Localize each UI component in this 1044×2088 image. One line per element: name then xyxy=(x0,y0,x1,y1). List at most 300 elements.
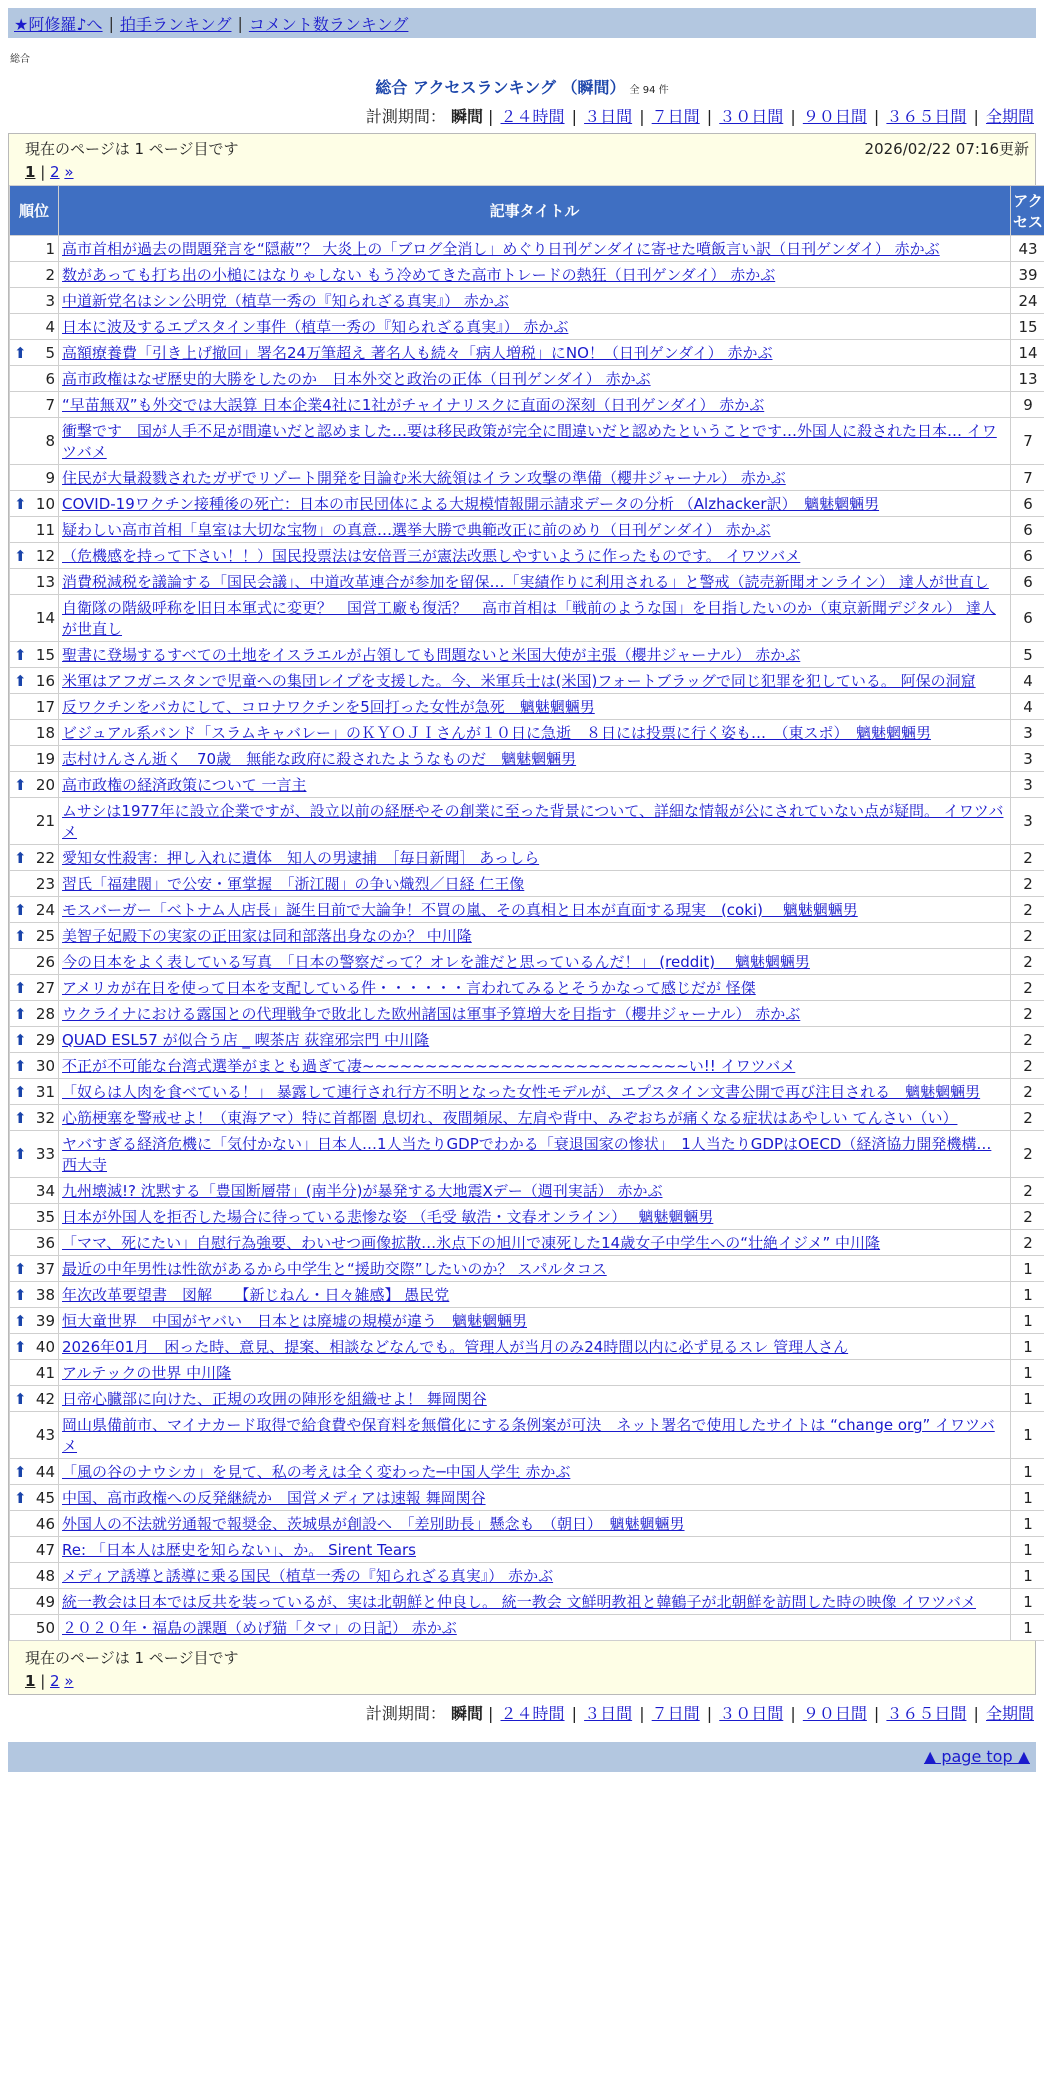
rank-cell xyxy=(10,1485,59,1511)
title-cell xyxy=(59,1308,1011,1334)
period-link[interactable]: ３０日間 xyxy=(719,107,783,126)
rank-cell xyxy=(10,392,59,418)
title-cell xyxy=(59,1178,1011,1204)
table-row xyxy=(10,949,1044,975)
table-row xyxy=(10,288,1044,314)
rank-number: 43 xyxy=(36,1426,55,1444)
article-link[interactable]: モスバーガー「ベトナム人店長」誕生目前で大論争！不買の嵐、その真相と日本が直面する現実 (coki) 魑魅魍魎男 xyxy=(62,901,858,919)
rank-number: 20 xyxy=(36,776,55,794)
access-count: 4 xyxy=(1011,694,1044,720)
access-count: 1 xyxy=(1011,1282,1044,1308)
title-cell xyxy=(59,1537,1011,1563)
table-row xyxy=(10,1053,1044,1079)
table-row xyxy=(10,1256,1044,1282)
access-count: 1 xyxy=(1011,1459,1044,1485)
rank-cell xyxy=(10,418,59,465)
article-link[interactable]: 恒大童世界 中国がヤバい 日本とは廃墟の規模が違う 魑魅魍魎男 xyxy=(62,1312,527,1330)
title-cell xyxy=(59,694,1011,720)
article-link[interactable]: 聖書に登場するすべての土地をイスラエルが占領しても問題ないと米国大使が主張（櫻井ジャーナル） 赤かぶ xyxy=(62,646,800,664)
title-cell xyxy=(59,1459,1011,1485)
article-link[interactable]: COVID-19ワクチン接種後の死亡：日本の市民団体による大規模情報開示請求データの分析 （Alzhacker訳） 魑魅魍魎男 xyxy=(62,495,879,513)
table-row xyxy=(10,1334,1044,1360)
article-link[interactable]: 疑わしい高市首相「皇室は大切な宝物」の真意…選挙大勝で典範改正に前のめり（日刊ゲンダイ） 赤かぶ xyxy=(62,521,771,539)
rank-up-icon: ⬆ xyxy=(14,646,27,664)
rank-number: 3 xyxy=(45,292,55,310)
article-link[interactable]: 美智子妃殿下の実家の正田家は同和部落出身なのか？ 中川隆 xyxy=(62,927,472,945)
article-link[interactable]: 岡山県備前市、マイナカード取得で給食費や保育料を無償化にする条例案が可決 ネット署名で使用したサイトは “change org” イワツバメ xyxy=(62,1416,995,1455)
ranking-table xyxy=(9,185,1044,1641)
rank-cell xyxy=(10,871,59,897)
period-link[interactable]: ２４時間 xyxy=(501,1704,565,1723)
rank-number: 44 xyxy=(36,1463,55,1481)
rank-up-icon: ⬆ xyxy=(14,776,27,794)
rank-cell xyxy=(10,1256,59,1282)
home-link[interactable]: ★阿修羅♪へ xyxy=(14,12,103,35)
article-link[interactable]: （危機感を持って下さい！！）国民投票法は安倍晋三が憲法改悪しやすいように作ったものです。 イワツバメ xyxy=(62,547,800,565)
title-cell xyxy=(59,595,1011,642)
period-link[interactable]: ７日間 xyxy=(652,1704,700,1723)
title-cell xyxy=(59,340,1011,366)
period-link[interactable]: ９０日間 xyxy=(803,107,867,126)
period-current: 瞬間 xyxy=(451,1704,483,1723)
nav-separator: | xyxy=(109,14,114,33)
rank-cell xyxy=(10,1511,59,1537)
table-row xyxy=(10,642,1044,668)
title-cell xyxy=(59,1230,1011,1256)
rank-number: 18 xyxy=(36,724,55,742)
rank-up-icon: ⬆ xyxy=(14,495,27,513)
access-count: 1 xyxy=(1011,1511,1044,1537)
article-link[interactable]: ２０２０年・福島の課題（めげ猫「タマ」の日記） 赤かぶ xyxy=(62,1619,457,1637)
rank-cell xyxy=(10,314,59,340)
rank-number: 39 xyxy=(36,1312,55,1330)
period-current: 瞬間 xyxy=(451,107,483,126)
category-label: 総合 xyxy=(10,50,1044,65)
rank-cell xyxy=(10,1079,59,1105)
title-cell xyxy=(59,1563,1011,1589)
rank-up-icon: ⬆ xyxy=(14,344,27,362)
article-link[interactable]: 志村けんさん逝く 70歳 無能な政府に殺されたようなものだ 魑魅魍魎男 xyxy=(62,750,576,768)
rank-number: 50 xyxy=(36,1619,55,1637)
rank-up-icon: ⬆ xyxy=(14,1057,27,1075)
table-row xyxy=(10,465,1044,491)
access-count: 13 xyxy=(1011,366,1044,392)
rank-number: 32 xyxy=(36,1109,55,1127)
rank-number: 14 xyxy=(36,609,55,627)
table-row xyxy=(10,845,1044,871)
article-link[interactable]: 「ママ、死にたい」自慰行為強要、わいせつ画像拡散…氷点下の旭川で凍死した14歳女子中学生への“壮絶イジメ” 中川隆 xyxy=(62,1234,880,1252)
access-count: 1 xyxy=(1011,1412,1044,1459)
rank-cell xyxy=(10,1204,59,1230)
table-row xyxy=(10,1105,1044,1131)
article-link[interactable]: 「風の谷のナウシカ」を見て、私の考えは全く変わった─中国人学生 赤かぶ xyxy=(62,1463,570,1481)
nav-separator: | xyxy=(237,14,242,33)
rank-cell xyxy=(10,366,59,392)
article-link[interactable]: 九州壊滅!? 沈黙する「豊国断層帯」(南半分)が暴発する大地震Xデー（週刊実話） 赤かぶ xyxy=(62,1182,663,1200)
rank-up-icon: ⬆ xyxy=(14,979,27,997)
page-info: 現在のページは 1 ページ目です xyxy=(25,138,238,159)
article-link[interactable]: 米軍はアフガニスタンで児童への集団レイプを支援した。今、米軍兵士は(米国)フォートブラッグで同じ犯罪を犯している。 阿保の洞窟 xyxy=(62,672,976,690)
period-link[interactable]: ３０日間 xyxy=(719,1704,783,1723)
article-link[interactable]: 高市首相が過去の問題発言を“隠蔽”？ 大炎上の「ブログ全消し」めぐり日刊ゲンダイに寄せた噴飯言い訳（日刊ゲンダイ） 赤かぶ xyxy=(62,240,940,258)
rank-number: 25 xyxy=(36,927,55,945)
rank-up-icon: ⬆ xyxy=(14,1463,27,1481)
article-link[interactable]: アルテックの世界 中川隆 xyxy=(62,1364,231,1382)
period-link[interactable]: 全期間 xyxy=(986,1704,1034,1723)
rank-number: 4 xyxy=(45,318,55,336)
article-link[interactable]: 高市政権の経済政策について 一言主 xyxy=(62,776,306,794)
article-link[interactable]: 今の日本をよく表している写真 「日本の警察だって？オレを誰だと思っているんだ！」 (reddit) 魑魅魍魎男 xyxy=(62,953,810,971)
table-row xyxy=(10,668,1044,694)
rank-up-icon: ⬆ xyxy=(14,1083,27,1101)
table-row xyxy=(10,897,1044,923)
access-count: 2 xyxy=(1011,1230,1044,1256)
rank-up-icon: ⬆ xyxy=(14,1390,27,1408)
access-count: 39 xyxy=(1011,262,1044,288)
access-count: 1 xyxy=(1011,1360,1044,1386)
clap-ranking-link[interactable]: 拍手ランキング xyxy=(120,12,232,35)
table-row xyxy=(10,366,1044,392)
article-link[interactable]: Re: 「日本人は歴史を知らない」、か。 Sirent Tears xyxy=(62,1541,416,1559)
article-link[interactable]: 不正が不可能な台湾式選挙がまとも過ぎて凄~~~~~~~~~~~~~~~~~~~~~~~~~~い!! イワツバメ xyxy=(62,1057,795,1075)
article-link[interactable]: ビジュアル系バンド「スラムキャバレー」のＫＹＯＪＩさんが１０日に急逝 ８日には投票に行く姿も… （東スポ） 魑魅魍魎男 xyxy=(62,724,931,742)
rank-cell xyxy=(10,1589,59,1615)
rank-number: 46 xyxy=(36,1515,55,1533)
article-link[interactable]: QUAD ESL57 が似合う店 _ 喫茶店 荻窪邪宗門 中川隆 xyxy=(62,1031,429,1049)
rank-cell xyxy=(10,1001,59,1027)
title-cell xyxy=(59,366,1011,392)
article-link[interactable]: 心筋梗塞を警戒せよ！（東海アマ）特に首都圏 息切れ、夜間頻尿、左肩や背中、みぞおちが痛くなる症状はあやしい てんさい（い） xyxy=(62,1109,957,1127)
rank-number: 28 xyxy=(36,1005,55,1023)
rank-cell xyxy=(10,1563,59,1589)
rank-cell xyxy=(10,1131,59,1178)
article-link[interactable]: ウクライナにおける露国との代理戦争で敗北した欧州諸国は軍事予算増大を目指す（櫻井ジャーナル） 赤かぶ xyxy=(62,1005,800,1023)
rank-cell xyxy=(10,1178,59,1204)
title-cell xyxy=(59,1282,1011,1308)
title-cell xyxy=(59,1105,1011,1131)
access-count: 2 xyxy=(1011,1204,1044,1230)
rank-up-icon: ⬆ xyxy=(14,927,27,945)
rank-number: 5 xyxy=(45,344,55,362)
period-link[interactable]: ３日間 xyxy=(584,107,632,126)
title-header: 記事タイトル xyxy=(59,186,1011,236)
access-count: 3 xyxy=(1011,746,1044,772)
rank-up-icon: ⬆ xyxy=(14,1260,27,1278)
access-count: 4 xyxy=(1011,668,1044,694)
access-count: 3 xyxy=(1011,798,1044,845)
table-row xyxy=(10,1131,1044,1178)
article-link[interactable]: “早苗無双”も外交では大誤算 日本企業4社に1社がチャイナリスクに直面の深刻（日刊ゲンダイ） 赤かぶ xyxy=(62,396,764,414)
access-count: 1 xyxy=(1011,1386,1044,1412)
item-count: 全 94 件 xyxy=(630,85,669,96)
article-link[interactable]: 住民が大量殺戮されたガザでリゾート開発を目論む米大統領はイラン攻撃の準備（櫻井ジャーナル） 赤かぶ xyxy=(62,469,786,487)
table-row xyxy=(10,1386,1044,1412)
rank-number: 23 xyxy=(36,875,55,893)
table-row xyxy=(10,418,1044,465)
period-link[interactable]: ３６５日間 xyxy=(886,1704,966,1723)
access-count: 1 xyxy=(1011,1308,1044,1334)
rank-number: 45 xyxy=(36,1489,55,1507)
access-count: 3 xyxy=(1011,720,1044,746)
rank-up-icon: ⬆ xyxy=(14,1109,27,1127)
article-link[interactable]: 自衛隊の階級呼称を旧日本軍式に変更？ 国営工廠も復活？ 高市首相は「戦前のような国」を目指したいのか（東京新聞デジタル） 達人が世直し xyxy=(62,599,996,638)
rank-number: 35 xyxy=(36,1208,55,1226)
article-link[interactable]: メディア誘導と誘導に乗る国民（植草一秀の『知られざる真実』） 赤かぶ xyxy=(62,1567,553,1585)
rank-number: 6 xyxy=(45,370,55,388)
title-cell xyxy=(59,1079,1011,1105)
rank-number: 15 xyxy=(36,646,55,664)
rank-number: 36 xyxy=(36,1234,55,1252)
rank-cell xyxy=(10,236,59,262)
rank-cell xyxy=(10,465,59,491)
rank-cell xyxy=(10,772,59,798)
title-cell xyxy=(59,1511,1011,1537)
pager-next-arrow[interactable]: » xyxy=(64,163,73,181)
period-link[interactable]: ９０日間 xyxy=(803,1704,867,1723)
period-link[interactable]: ２４時間 xyxy=(501,107,565,126)
rank-cell xyxy=(10,1282,59,1308)
rank-cell xyxy=(10,543,59,569)
table-row xyxy=(10,1511,1044,1537)
rank-number: 12 xyxy=(36,547,55,565)
title-cell xyxy=(59,1256,1011,1282)
table-row xyxy=(10,871,1044,897)
rank-cell xyxy=(10,517,59,543)
title-cell xyxy=(59,262,1011,288)
rank-number: 40 xyxy=(36,1338,55,1356)
article-link[interactable]: 日本に波及するエプスタイン事件（植草一秀の『知られざる真実』） 赤かぶ xyxy=(62,318,568,336)
rank-cell xyxy=(10,720,59,746)
pager-current: 1 xyxy=(25,1672,35,1690)
rank-number: 9 xyxy=(45,469,55,487)
article-link[interactable]: 習氏「福建閥」で公安・軍掌握 「浙江閥」の争い熾烈／日経 仁王像 xyxy=(62,875,524,893)
article-link[interactable]: 数があっても打ち出の小槌にはなりゃしない もう冷めてきた高市トレードの熱狂（日刊ゲンダイ） 赤かぶ xyxy=(62,266,775,284)
rank-number: 38 xyxy=(36,1286,55,1304)
period-link[interactable]: ３６５日間 xyxy=(886,107,966,126)
title-cell xyxy=(59,871,1011,897)
table-row xyxy=(10,1027,1044,1053)
article-link[interactable]: ヤバすぎる経済危機に「気付かない」日本人…1人当たりGDPでわかる「衰退国家の惨状」 1人当たりGDPはOECD（経済協力開発機構… 西大寺 xyxy=(62,1135,991,1174)
title-cell xyxy=(59,1001,1011,1027)
access-count: 2 xyxy=(1011,845,1044,871)
title-cell xyxy=(59,392,1011,418)
ranking-heading xyxy=(0,75,1044,98)
rank-up-icon: ⬆ xyxy=(14,672,27,690)
rank-up-icon: ⬆ xyxy=(14,1031,27,1049)
rank-cell xyxy=(10,1308,59,1334)
table-row xyxy=(10,1412,1044,1459)
rank-number: 1 xyxy=(45,240,55,258)
table-row xyxy=(10,1459,1044,1485)
page-title: 総合 アクセスランキング （瞬間） xyxy=(375,78,625,97)
title-cell xyxy=(59,1334,1011,1360)
article-link[interactable]: 高市政権はなぜ歴史的大勝をしたのか 日本外交と政治の正体（日刊ゲンダイ） 赤かぶ xyxy=(62,370,651,388)
rank-cell xyxy=(10,1027,59,1053)
period-link[interactable]: 全期間 xyxy=(986,107,1034,126)
title-cell xyxy=(59,1386,1011,1412)
article-link[interactable]: 外国人の不法就労通報で報奨金、茨城県が創設へ 「差別助長」懸念も （朝日） 魑魅魍魎男 xyxy=(62,1515,685,1533)
rank-cell xyxy=(10,288,59,314)
table-row xyxy=(10,1537,1044,1563)
title-cell xyxy=(59,1412,1011,1459)
table-row xyxy=(10,694,1044,720)
title-cell xyxy=(59,772,1011,798)
article-link[interactable]: 衝撃です 国が人手不足が間違いだと認めました…要は移民政策が完全に間違いだと認めたということです…外国人に殺された日本… イワツバメ xyxy=(62,422,997,461)
article-link[interactable]: 日本が外国人を拒否した場合に待っている悲惨な姿 （毛受 敏浩・文春オンライン） 魑魅魍魎男 xyxy=(62,1208,713,1226)
title-cell xyxy=(59,1027,1011,1053)
table-row xyxy=(10,746,1044,772)
rank-cell xyxy=(10,595,59,642)
article-link[interactable]: 中道新党名はシン公明党（植草一秀の『知られざる真実』） 赤かぶ xyxy=(62,292,509,310)
table-row xyxy=(10,1178,1044,1204)
access-count: 7 xyxy=(1011,465,1044,491)
table-row xyxy=(10,392,1044,418)
page-info-row xyxy=(9,134,1035,159)
article-link[interactable]: 統一教会は日本では反共を装っているが、実は北朝鮮と仲良し。 統一教会 文鮮明教祖と韓鶴子が北朝鮮を訪問した時の映像 イワツバメ xyxy=(62,1593,976,1611)
access-count: 2 xyxy=(1011,923,1044,949)
table-row xyxy=(10,314,1044,340)
rank-cell xyxy=(10,1412,59,1459)
access-count: 6 xyxy=(1011,517,1044,543)
table-row xyxy=(10,1589,1044,1615)
rank-cell xyxy=(10,975,59,1001)
title-cell xyxy=(59,897,1011,923)
pager-next-arrow[interactable]: » xyxy=(64,1672,73,1690)
rank-up-icon: ⬆ xyxy=(14,1005,27,1023)
title-cell xyxy=(59,975,1011,1001)
rank-number: 21 xyxy=(36,812,55,830)
access-count: 1 xyxy=(1011,1589,1044,1615)
table-row xyxy=(10,595,1044,642)
access-header: アクセス xyxy=(1011,186,1044,236)
rank-number: 34 xyxy=(36,1182,55,1200)
rank-cell xyxy=(10,668,59,694)
table-row xyxy=(10,1001,1044,1027)
article-link[interactable]: 「奴らは人肉を食べている！」 暴露して連行され行方不明となった女性モデルが、エプスタイン文書公開で再び注目される 魑魅魍魎男 xyxy=(62,1083,980,1101)
rank-number: 26 xyxy=(36,953,55,971)
rank-number: 17 xyxy=(36,698,55,716)
rank-up-icon: ⬆ xyxy=(14,1338,27,1356)
rank-number: 31 xyxy=(36,1083,55,1101)
rank-up-icon: ⬆ xyxy=(14,1312,27,1330)
rank-cell xyxy=(10,1537,59,1563)
access-count: 3 xyxy=(1011,772,1044,798)
rank-number: 42 xyxy=(36,1390,55,1408)
rank-number: 24 xyxy=(36,901,55,919)
rank-number: 37 xyxy=(36,1260,55,1278)
rank-up-icon: ⬆ xyxy=(14,547,27,565)
rank-cell xyxy=(10,923,59,949)
access-count: 6 xyxy=(1011,491,1044,517)
title-cell xyxy=(59,288,1011,314)
table-row xyxy=(10,798,1044,845)
article-link[interactable]: 高額療養費「引き上げ撤回」署名24万筆超え 著名人も続々「病人増税」にNO！（日刊ゲンダイ） 赤かぶ xyxy=(62,344,772,362)
page-top-link[interactable]: ▲ page top ▲ xyxy=(924,1747,1030,1766)
access-count: 2 xyxy=(1011,897,1044,923)
rank-number: 2 xyxy=(45,266,55,284)
period-link[interactable]: ７日間 xyxy=(652,107,700,126)
table-row xyxy=(10,340,1044,366)
article-link[interactable]: 年次改革要望書 図解 【新じねん・日々雑感】 愚民党 xyxy=(62,1286,449,1304)
rank-number: 10 xyxy=(36,495,55,513)
table-row xyxy=(10,1308,1044,1334)
rank-number: 13 xyxy=(36,573,55,591)
page-info-row-bottom xyxy=(9,1641,1035,1668)
title-cell xyxy=(59,491,1011,517)
title-cell xyxy=(59,845,1011,871)
pager-current: 1 xyxy=(25,163,35,181)
rank-cell xyxy=(10,340,59,366)
title-cell xyxy=(59,1615,1011,1641)
table-row xyxy=(10,1079,1044,1105)
access-count: 6 xyxy=(1011,595,1044,642)
access-count: 2 xyxy=(1011,1105,1044,1131)
rank-up-icon: ⬆ xyxy=(14,1145,27,1163)
title-cell xyxy=(59,1589,1011,1615)
comment-ranking-link[interactable]: コメント数ランキング xyxy=(249,12,409,35)
access-count: 24 xyxy=(1011,288,1044,314)
article-link[interactable]: アメリカが在日を使って日本を支配している件・・・・・・言われてみるとそうかなって感じだが 怪傑 xyxy=(62,979,756,997)
article-link[interactable]: 最近の中年男性は性欲があるから中学生と“援助交際”したいのか？ スパルタコス xyxy=(62,1260,607,1278)
period-link[interactable]: ３日間 xyxy=(584,1704,632,1723)
table-row xyxy=(10,975,1044,1001)
access-count: 2 xyxy=(1011,1053,1044,1079)
access-count: 2 xyxy=(1011,1131,1044,1178)
title-cell xyxy=(59,517,1011,543)
rank-cell xyxy=(10,897,59,923)
article-link[interactable]: ムサシは1977年に設立企業ですが、設立以前の経歴やその創業に至った背景について、詳細な情報が公にされていない点が疑問。 イワツバメ xyxy=(62,802,1003,841)
access-count: 15 xyxy=(1011,314,1044,340)
rank-cell xyxy=(10,491,59,517)
pager-next[interactable]: 2 xyxy=(50,1672,60,1690)
article-link[interactable]: 愛知女性殺害：押し入れに遺体 知人の男逮捕 ［毎日新聞］ あっしら xyxy=(62,849,539,867)
table-row xyxy=(10,262,1044,288)
article-link[interactable]: 2026年01月 困った時、意見、提案、相談などなんでも。管理人が当月のみ24時間以内に必ず見るスレ 管理人さん xyxy=(62,1338,848,1356)
article-link[interactable]: 日帝心臓部に向けた、正規の攻囲の陣形を組織せよ！ 舞岡関谷 xyxy=(62,1390,487,1408)
rank-up-icon: ⬆ xyxy=(14,1489,27,1507)
rank-cell xyxy=(10,949,59,975)
access-count: 1 xyxy=(1011,1563,1044,1589)
title-cell xyxy=(59,418,1011,465)
article-link[interactable]: 中国、高市政権への反発継続か 国営メディアは速報 舞岡関谷 xyxy=(62,1489,486,1507)
access-count: 1 xyxy=(1011,1615,1044,1641)
title-cell xyxy=(59,314,1011,340)
rank-cell xyxy=(10,642,59,668)
rank-header: 順位 xyxy=(10,186,59,236)
pager-next[interactable]: 2 xyxy=(50,163,60,181)
table-row xyxy=(10,720,1044,746)
table-row xyxy=(10,517,1044,543)
period-label: 計測期間： xyxy=(366,107,446,126)
page-info: 現在のページは 1 ページ目です xyxy=(25,1647,238,1668)
ranking-box xyxy=(8,133,1036,1695)
pager-top: 1 | 2 » xyxy=(9,159,1035,185)
table-row xyxy=(10,1360,1044,1386)
title-cell xyxy=(59,236,1011,262)
access-count: 1 xyxy=(1011,1256,1044,1282)
article-link[interactable]: 反ワクチンをバカにして、コロナワクチンを5回打った女性が急死 魑魅魍魎男 xyxy=(62,698,595,716)
table-row xyxy=(10,1563,1044,1589)
title-cell xyxy=(59,569,1011,595)
access-count: 1 xyxy=(1011,1334,1044,1360)
access-count: 2 xyxy=(1011,1178,1044,1204)
table-row xyxy=(10,491,1044,517)
access-count: 1 xyxy=(1011,1537,1044,1563)
title-cell xyxy=(59,543,1011,569)
access-count: 2 xyxy=(1011,1027,1044,1053)
title-cell xyxy=(59,1053,1011,1079)
article-link[interactable]: 消費税減税を議論する「国民会議」、中道改革連合が参加を留保…「実績作りに利用される」と警戒（読売新聞オンライン） 達人が世直し xyxy=(62,573,989,591)
